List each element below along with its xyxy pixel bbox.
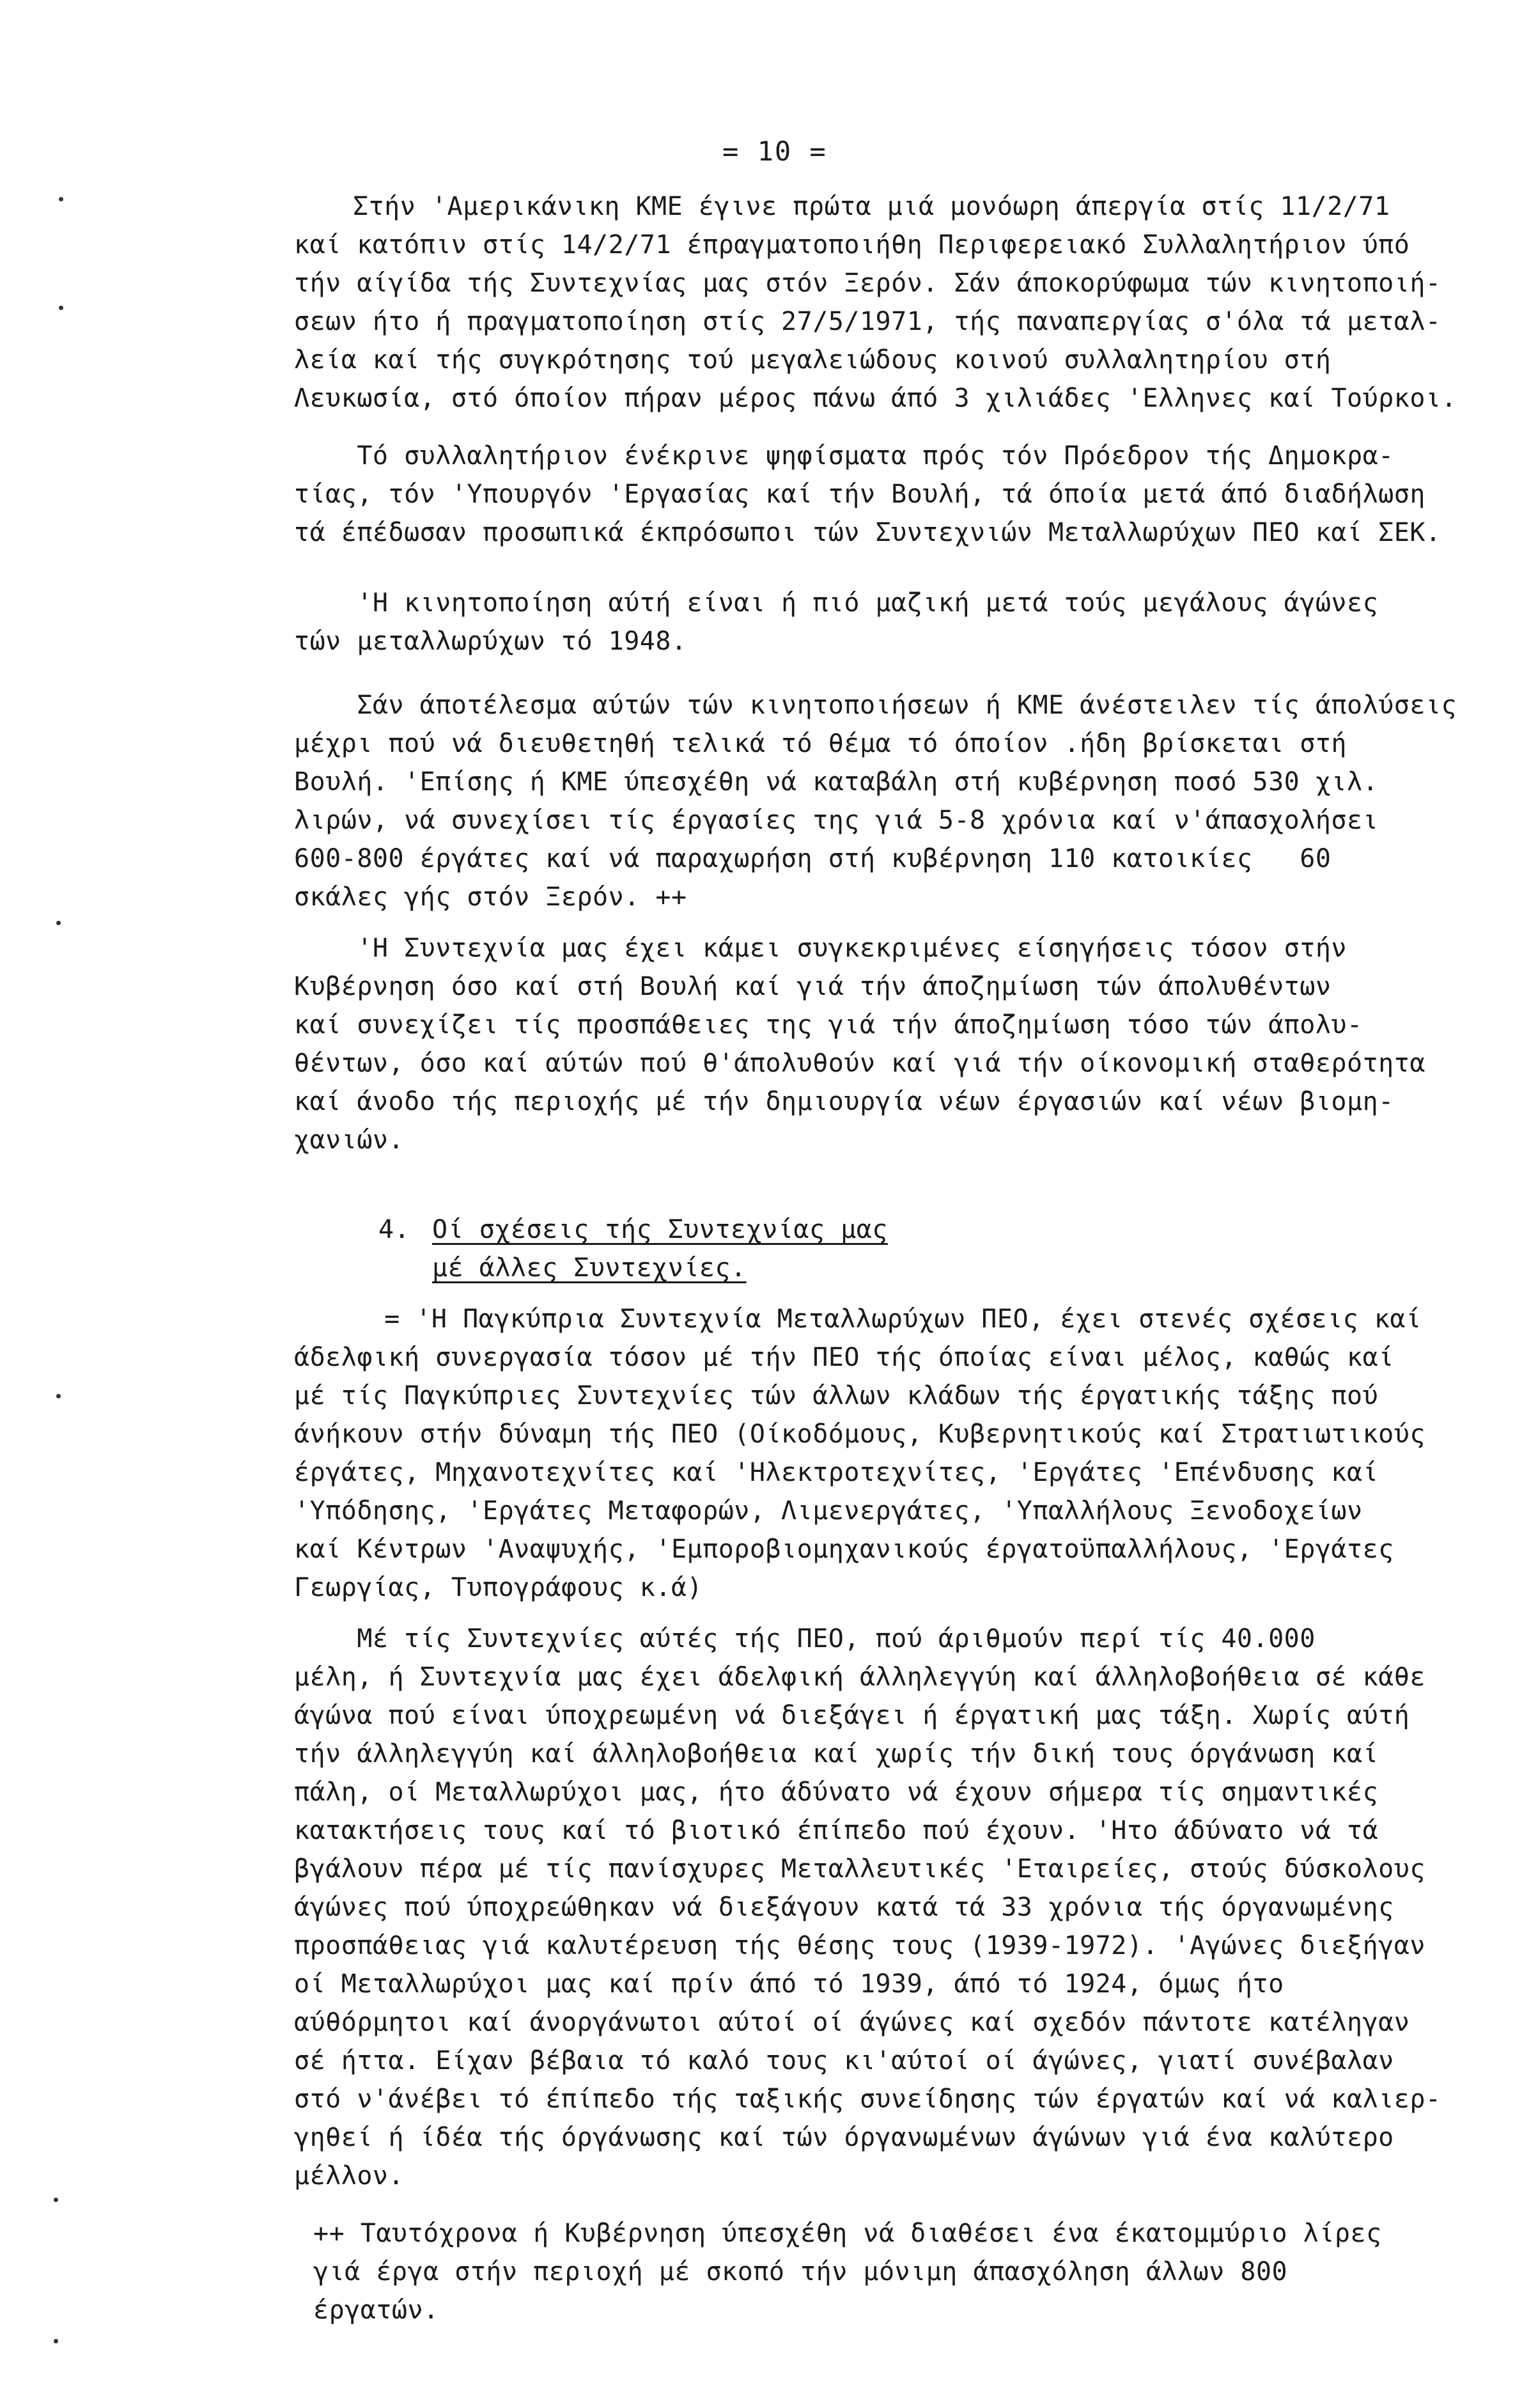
margin-mark bbox=[54, 2339, 58, 2343]
text-line: οί Μεταλλωρύχοι μας καί πρίν άπό τό 1939, άπό τό 1924, όμως ήτο bbox=[294, 1969, 1284, 1999]
page-number: = 10 = bbox=[722, 136, 827, 167]
text-line: 'Υπόδησης, 'Εργάτες Μεταφορών, Λιμενεργάτες, 'Υπαλλήλους Ξενοδοχείων bbox=[294, 1496, 1363, 1526]
text-line: θέντων, όσο καί αύτών πού θ'άπολυθούν καί γιά τήν οίκονομική σταθερότητα bbox=[294, 1049, 1425, 1078]
text-line: κατακτήσεις τους καί τό βιοτικό έπίπεδο πού έχουν. 'Ητο άδύνατο νά τά bbox=[294, 1816, 1379, 1845]
text-line: Σάν άποτέλεσμα αύτών τών κινητοποιήσεων ή ΚΜΕ άνέστειλεν τίς άπολύσεις bbox=[294, 691, 1457, 720]
text-line: μέλη, ή Συντεχνία μας έχει άδελφική άλληλεγγύη καί άλληλοβοήθεια σέ κάθε bbox=[294, 1662, 1425, 1692]
text-line: σέ ήττα. Είχαν βέβαια τό καλό τους κι'αύτοί οί άγώνες, γιατί συνέβαλαν bbox=[294, 2046, 1394, 2076]
text-line: καί άνοδο τής περιοχής μέ τήν δημιουργία νέων έργασιών καί νέων βιομη- bbox=[294, 1087, 1394, 1116]
footnote-line: γιά έργα στήν περιοχή μέ σκοπό τήν μόνιμη άπασχόληση άλλων 800 bbox=[313, 2257, 1288, 2287]
text-line: σκάλες γής στόν Ξερόν. ++ bbox=[294, 882, 687, 912]
text-line: 'Η Συντεχνία μας έχει κάμει συγκεκριμένες είσηγήσεις τόσον στήν bbox=[294, 934, 1347, 963]
text-line: μέχρι πού νά διευθετηθή τελικά τό θέμα τό όποίον .ήδη βρίσκεται στή bbox=[294, 729, 1347, 758]
text-line: Στήν 'Αμερικάνικη ΚΜΕ έγινε πρώτα μιά μονόωρη άπεργία στίς 11/2/71 bbox=[353, 192, 1390, 221]
text-line: γηθεί ή ίδέα τής όργάνωσης καί τών όργανωμένων άγώνων γιά ένα καλύτερο bbox=[294, 2123, 1394, 2152]
text-line: 600-800 έργάτες καί νά παραχωρήση στή κυβέρνηση 110 κατοικίες 60 bbox=[294, 844, 1332, 873]
text-line: βγάλουν πέρα μέ τίς πανίσχυρες Μεταλλευτικές 'Εταιρείες, στούς δύσκολους bbox=[294, 1854, 1425, 1884]
margin-mark bbox=[56, 1394, 61, 1398]
text-line: Γεωργίας, Τυπογράφους κ.ά) bbox=[294, 1573, 703, 1602]
text-line: τών μεταλλωρύχων τό 1948. bbox=[294, 627, 687, 656]
text-line: πάλη, οί Μεταλλωρύχοι μας, ήτο άδύνατο νά έχουν σήμερα τίς σημαντικές bbox=[294, 1778, 1379, 1807]
text-line: καί συνεχίζει τίς προσπάθειες της γιά τήν άποζημίωση τόσο τών άπολυ- bbox=[294, 1010, 1363, 1040]
text-line: Μέ τίς Συντεχνίες αύτές τής ΠΕΟ, πού άριθμούν περί τίς 40.000 bbox=[294, 1624, 1316, 1654]
text-line: λιρών, νά συνεχίσει τίς έργασίες της γιά 5-8 χρόνια καί ν'άπασχολήσει bbox=[294, 806, 1379, 835]
text-line: αύθόρμητοι καί άνοργάνωτοι αύτοί οί άγώνες καί σχεδόν πάντοτε κατέληγαν bbox=[294, 2008, 1410, 2037]
text-line: καί κατόπιν στίς 14/2/71 έπραγματοποιήθη Περιφερειακό Συλλαλητήριον ύπό bbox=[294, 230, 1410, 260]
text-line: άγώνες πού ύποχρεώθηκαν νά διεξάγουν κατά τά 33 χρόνια τής όργανωμένης bbox=[294, 1893, 1394, 1922]
text-line: λεία καί τής συγκρότησης τού μεγαλειώδους κοινού συλλαλητηρίου στή bbox=[294, 345, 1332, 375]
margin-mark bbox=[54, 2198, 58, 2202]
margin-mark bbox=[59, 306, 63, 310]
text-line: χανιών. bbox=[294, 1125, 405, 1155]
section-heading: Οί σχέσεις τής Συντεχνίας μας bbox=[432, 1215, 888, 1244]
text-line: άγώνα πού είναι ύποχρεωμένη νά διεξάγει ή έργατική μας τάξη. Χωρίς αύτή bbox=[294, 1701, 1410, 1730]
text-line: Βουλή. 'Επίσης ή ΚΜΕ ύπεσχέθη νά καταβάλη στή κυβέρνηση ποσό 530 χιλ. bbox=[294, 767, 1379, 797]
text-line: στό ν'άνέβει τό έπίπεδο τής ταξικής συνείδησης τών έργατών καί νά καλιερ- bbox=[294, 2084, 1441, 2114]
margin-mark bbox=[56, 921, 61, 925]
text-line: προσπάθειας γιά καλυτέρευση τής θέσης τους (1939-1972). 'Αγώνες διεξήγαν bbox=[294, 1931, 1425, 1960]
text-line: Τό συλλαλητήριον ένέκρινε ψηφίσματα πρός τόν Πρόεδρον τής Δημοκρα- bbox=[294, 441, 1394, 471]
margin-mark bbox=[59, 197, 63, 201]
text-line: τήν άλληλεγγύη καί άλληλοβοήθεια καί χωρίς τήν δική τους όργάνωση καί bbox=[294, 1739, 1379, 1769]
section-heading: μέ άλλες Συντεχνίες. bbox=[432, 1253, 747, 1283]
text-line: μέλλον. bbox=[294, 2161, 405, 2191]
text-line: 'Η κινητοποίηση αύτή είναι ή πιό μαζική μετά τούς μεγάλους άγώνες bbox=[294, 588, 1379, 618]
section-number: 4. bbox=[378, 1215, 410, 1244]
text-line: Λευκωσία, στό όποίον πήραν μέρος πάνω άπό 3 χιλιάδες 'Ελληνες καί Τούρκοι. bbox=[294, 384, 1457, 413]
text-line: άδελφική συνεργασία τόσον μέ τήν ΠΕΟ τής όποίας είναι μέλος, καθώς καί bbox=[294, 1343, 1394, 1372]
footnote-line: έργατών. bbox=[313, 2295, 439, 2325]
text-line: τίας, τόν 'Υπουργόν 'Εργασίας καί τήν Βουλή, τά όποία μετά άπό διαδήλωση bbox=[294, 480, 1425, 509]
text-line: σεων ήτο ή πραγματοποίηση στίς 27/5/1971, τής παναπεργίας σ'όλα τά μεταλ- bbox=[294, 307, 1441, 336]
text-line: άνήκουν στήν δύναμη τής ΠΕΟ (Οίκοδόμους, Κυβερνητικούς καί Στρατιωτικούς bbox=[294, 1419, 1425, 1449]
text-line: τήν αίγίδα τής Συντεχνίας μας στόν Ξερόν. Σάν άποκορύφωμα τών κινητοποιή- bbox=[294, 269, 1441, 298]
footnote-line: ++ Ταυτόχρονα ή Κυβέρνηση ύπεσχέθη νά διαθέσει ένα έκατομμύριο λίρες bbox=[313, 2219, 1382, 2248]
text-line: μέ τίς Παγκύπριες Συντεχνίες τών άλλων κλάδων τής έργατικής τάξης πού bbox=[294, 1381, 1379, 1411]
text-line: Κυβέρνηση όσο καί στή Βουλή καί γιά τήν άποζημίωση τών άπολυθέντων bbox=[294, 972, 1332, 1001]
text-line: = 'Η Παγκύπρια Συντεχνία Μεταλλωρύχων ΠΕΟ, έχει στενές σχέσεις καί bbox=[353, 1304, 1422, 1334]
text-line: έργάτες, Μηχανοτεχνίτες καί 'Ηλεκτροτεχνίτες, 'Εργάτες 'Επένδυσης καί bbox=[294, 1458, 1379, 1487]
text-line: καί Κέντρων 'Αναψυχής, 'Εμποροβιομηχανικούς έργατοϋπαλλήλους, 'Εργάτες bbox=[294, 1535, 1394, 1564]
text-line: τά έπέδωσαν προσωπικά έκπρόσωποι τών Συντεχνιών Μεταλλωρύχων ΠΕΟ καί ΣΕΚ. bbox=[294, 518, 1441, 547]
